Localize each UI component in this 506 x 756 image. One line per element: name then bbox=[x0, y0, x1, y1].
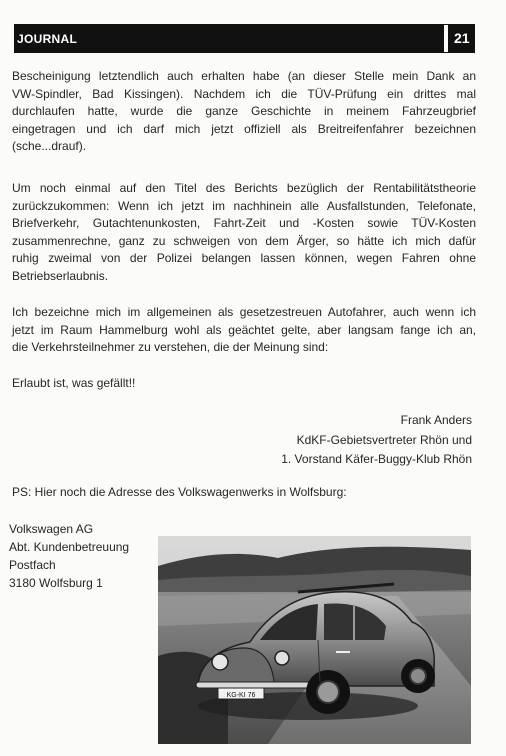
text-line: Betriebserlaubnis. bbox=[12, 268, 109, 283]
text-line: VW-Spindler, Bad Kissingen). Nachdem ich die TÜV-Prüfung ein drittes mal bbox=[12, 86, 476, 101]
author-role: KdKF-Gebietsvertreter Rhön und bbox=[296, 432, 472, 447]
text-line: ruhig zweimal von der Polizei belangen lassen können, wegen Fahren ohne bbox=[12, 251, 476, 265]
text-line: Ich bezeichne mich im allgemeinen als gesetzestreuen Autofahrer, auch wenn ich bbox=[12, 305, 476, 319]
paragraph-motto bbox=[12, 375, 476, 393]
vw-beetle-photo bbox=[158, 536, 471, 744]
text-line: (sche...drauf). bbox=[12, 139, 87, 153]
text-line: durchlaufen hatte, wurde die ganze Geschichte in meinem Fahrzeugbrief bbox=[12, 104, 476, 118]
text-line: Um noch einmal auf den Titel des Berichts bezüglich der Rentabilitätstheorie bbox=[12, 181, 476, 195]
text-line: eingetragen und ich darf mich jetzt offiziell als Breitreifenfahrer bezeichnen bbox=[12, 121, 476, 136]
address-line: Abt. Kundenbetreuung bbox=[9, 540, 130, 554]
beetle-photo-illustration bbox=[158, 536, 471, 744]
author-name: Frank Anders bbox=[400, 413, 472, 427]
section-title: JOURNAL bbox=[17, 32, 78, 46]
text-line: die Verkehrsteilnehmer zu verstehen, die der Meinung sind: bbox=[12, 340, 329, 354]
signature-block bbox=[281, 411, 472, 470]
journal-header-bar bbox=[14, 24, 475, 53]
paragraph-law-abiding bbox=[12, 304, 476, 357]
address-line: 3180 Wolfsburg 1 bbox=[9, 576, 103, 590]
text-line: Briefverkehr, Gutachtenunkosten, Fahrt-Zeit und -Kosten sowie TÜV-Kosten bbox=[12, 216, 476, 230]
text-line: PS: Hier noch die Adresse des Volkswagenwerks in Wolfsburg: bbox=[12, 485, 347, 499]
text-line: Bescheinigung letztendlich auch erhalten habe (an dieser Stelle mein Dank an bbox=[12, 69, 476, 83]
headlight bbox=[212, 654, 228, 670]
paragraph-ps bbox=[12, 484, 476, 502]
text-line: Erlaubt ist, was gefällt!! bbox=[12, 376, 136, 390]
paragraph-profitability bbox=[12, 180, 476, 285]
front-rim bbox=[317, 681, 339, 703]
author-club: 1. Vorstand Käfer-Buggy-Klub Rhön bbox=[281, 452, 472, 466]
rear-rim bbox=[410, 668, 426, 684]
front-bumper bbox=[196, 682, 316, 688]
license-plate-text: KG-KI 76 bbox=[226, 692, 256, 699]
address-line: Volkswagen AG bbox=[9, 522, 94, 536]
headlight bbox=[275, 651, 289, 665]
paragraph-tuev-certificate bbox=[12, 68, 476, 156]
text-line: zurückzukommen: Wenn ich jetzt im nachhinein alle Ausfallstunden, Telefonate, bbox=[12, 198, 476, 213]
page-number: 21 bbox=[454, 30, 470, 46]
address-line: Postfach bbox=[9, 558, 56, 572]
text-line: jetzt im Raum Hammelburg wohl als geächtet gelte, aber langsam fange ich an, bbox=[12, 322, 476, 337]
vw-address-block bbox=[9, 520, 129, 592]
text-line: zusammenrechne, ganz zu schweigen von dem Ärger, so hätte ich mich dafür bbox=[12, 233, 476, 248]
header-divider bbox=[444, 25, 448, 52]
